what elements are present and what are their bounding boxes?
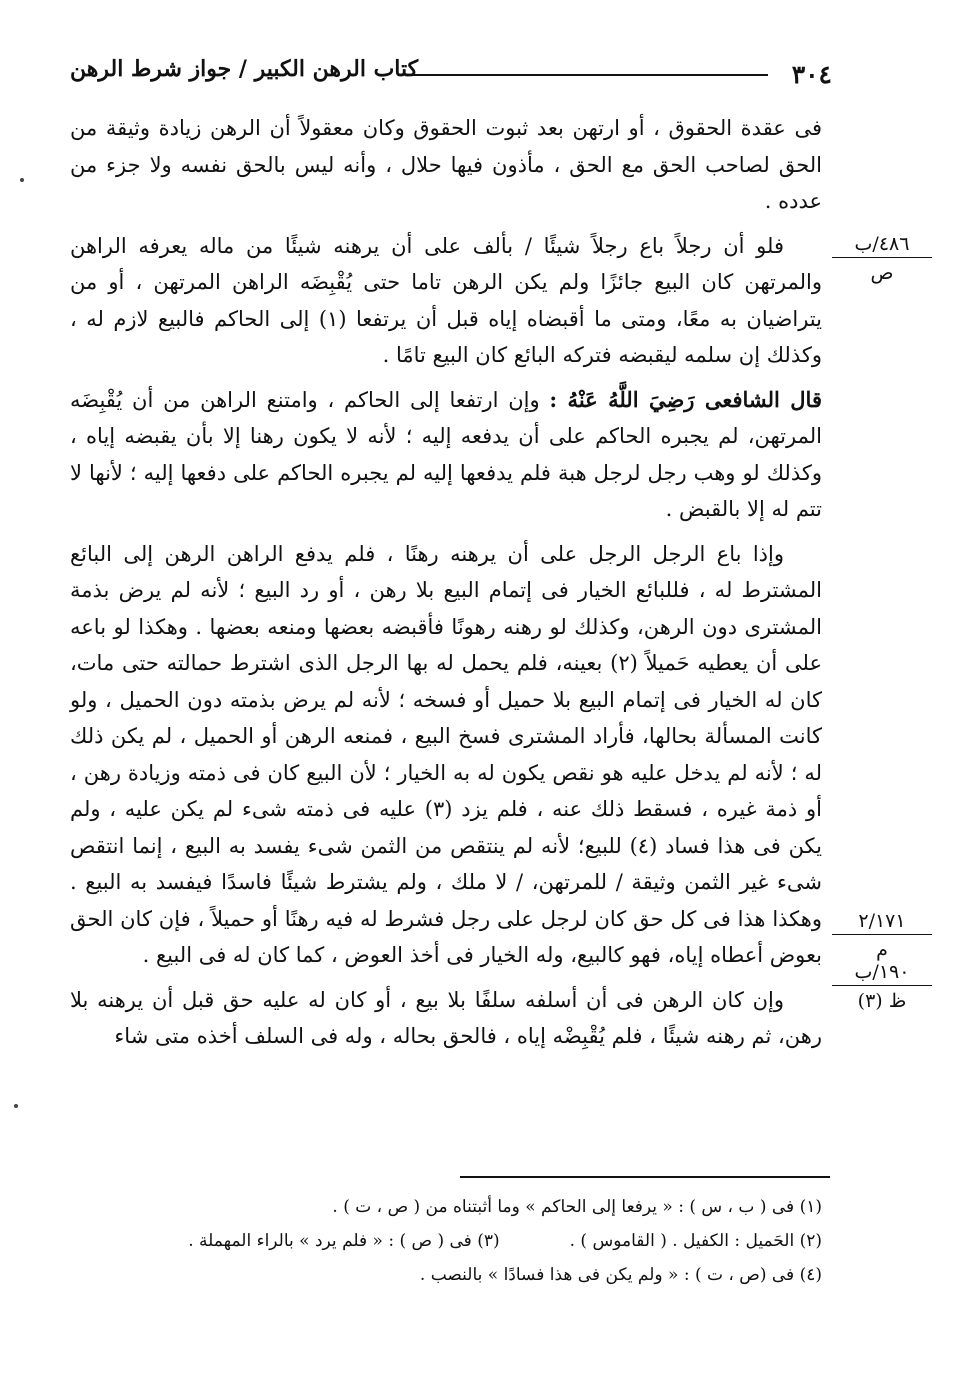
speaker-label: قال الشافعى رَضِيَ اللَّهُ عَنْهُ : [549,386,822,412]
margin-note-line: م [876,939,888,961]
scan-speck [14,1104,18,1108]
footnote-1: (١) فى ( ب ، س ) : « يرفعا إلى الحاكم » وما أثبتناه من ( ص ، ت ) . [332,1197,822,1217]
scan-speck [20,178,24,182]
paragraph-2: فلو أن رجلاً باع رجلاً شيئًا / بألف على أن يرهنه شيئًا من ماله يعرفه الراهن والمرتهن كان البيع جائزًا ولم يكن الرهن تاما حتى يُقْبِضَه الراهن المرتهن ، أو من يتراضيان به معًا، ومتى ما أقبضاه إياه قبل أن يرتفعا (١) إلى الحاكم فالبيع لازم له ، وكذلك إن سلمه ليقبضه فتركه البائع كان البيع تامًا . [70,233,822,367]
paragraph-3: وإذا باع الرجل الرجل على أن يرهنه رهنًا ، فلم يدفع الراهن الرهن إلى البائع المشترط له ، فللبائع الخيار فى إتمام البيع بلا رهن ، أو رد البيع ؛ لأنه لم يرض بذمة المشترى دون الرهن، وكذلك لو رهنه رهونًا فأقبضه بعضها ومنعه بعضها . وهكذا لو باعه على أن يعطيه حَميلاً (٢) بعينه، فلم يحمل له بها الرجل الذى اشترط حمالته حتى مات، كان له الخيار فى إتمام البيع بلا حميل أو فسخه ؛ لأنه لم يرض بذمته دون الحميل ، ولو كانت المسألة بحالها، فأراد المشترى فسخ البيع ، فمنعه الرهن أو الحميل ، لم يكن ذلك له ؛ لأنه لم يدخل عليه هو نقص يكون له به الخيار ؛ لأن البيع كان فى ذمته وزيادة رهن ، أو ذمة غيره ، فسقط ذلك عنه ، فلم يزد (٣) عليه فى ذمته شىء لم يكن عليه ، ولم يكن فى هذا فساد (٤) للبيع؛ لأنه لم ينتقص من الثمن شىء يفسد به البيع ، إنما انتقص شىء غير الثمن وثيقة / للمرتهن، / لا ملك ، ولم يشترط شيئًا فاسدًا فيفسد به البيع . وهكذا هذا فى كل حق كان لرجل على رجل فشرط له فيه رهنًا أو حميلاً ، فإن كان الحق بعوض أعطاه إياه، فهو كالبيع، وله الخيار فى أخذ العوض ، كما كان له فى البيع . [70,541,822,967]
margin-note-line: ظ (٣) [857,990,907,1012]
paragraph-4: وإن كان الرهن فى أن أسلفه سلفًا بلا بيع ، أو كان له عليه حق قبل أن يرهنه بلا رهن، ثم رهنه شيئًا ، فلم يُقْبِضْه إياه ، فالحق بحاله ، وله فى السلف أخذه متى شاء [70,987,822,1048]
margin-note-line: ١٩٠/ب [832,961,932,986]
page-header [70,56,832,96]
footnotes [70,1190,822,1292]
page-number: ٣٠٤ [791,60,832,89]
footnote-2: (٢) الحَميل : الكفيل . ( القاموس ) . [569,1231,822,1251]
margin-note-line: ٤٨٦/ب [832,233,932,258]
paragraph-shafii [70,382,822,528]
margin-note-line: ٢/١٧١ [832,910,932,935]
paragraph-shafii-text: وإن ارتفعا إلى الحاكم ، وامتنع الراهن من أن يُقْبِضَه المرتهن، لم يجبره الحاكم على أن يدفعه إليه ؛ لأنه لا يكون رهنا إلا بأن يقبضه إياه ، وكذلك لو وهب رجل لرجل هبة فلم يدفعها إليه لم يجبره الحاكم على دفعها إليه ؛ لأنها لا تتم له إلا بالقبض . [70,387,822,521]
footnote-row [70,1224,822,1258]
footnote-3: (٣) فى ( ص ) : « فلم يرد » بالراء المهملة . [188,1231,500,1251]
header-rule [410,74,768,76]
margin-note-line: ص [870,262,894,284]
footnote-4: (٤) فى (ص ، ت ) : « ولم يكن فى هذا فسادًا » بالنصب . [419,1265,822,1285]
footnote-rule [460,1176,830,1178]
paragraph-1: فى عقدة الحقوق ، أو ارتهن بعد ثبوت الحقوق وكان معقولاً أن الرهن زيادة وثيقة من الحق لصاحب الحق مع الحق ، مأذون فيها حلال ، وأنه ليس بالحق نفسه ولا جزء من عدده . [70,116,822,213]
margin-note-manuscript-1 [832,233,932,284]
main-text [70,110,822,1063]
margin-note-manuscript-2 [832,910,932,1012]
running-title: كتاب الرهن الكبير / جواز شرط الرهن [70,56,419,82]
